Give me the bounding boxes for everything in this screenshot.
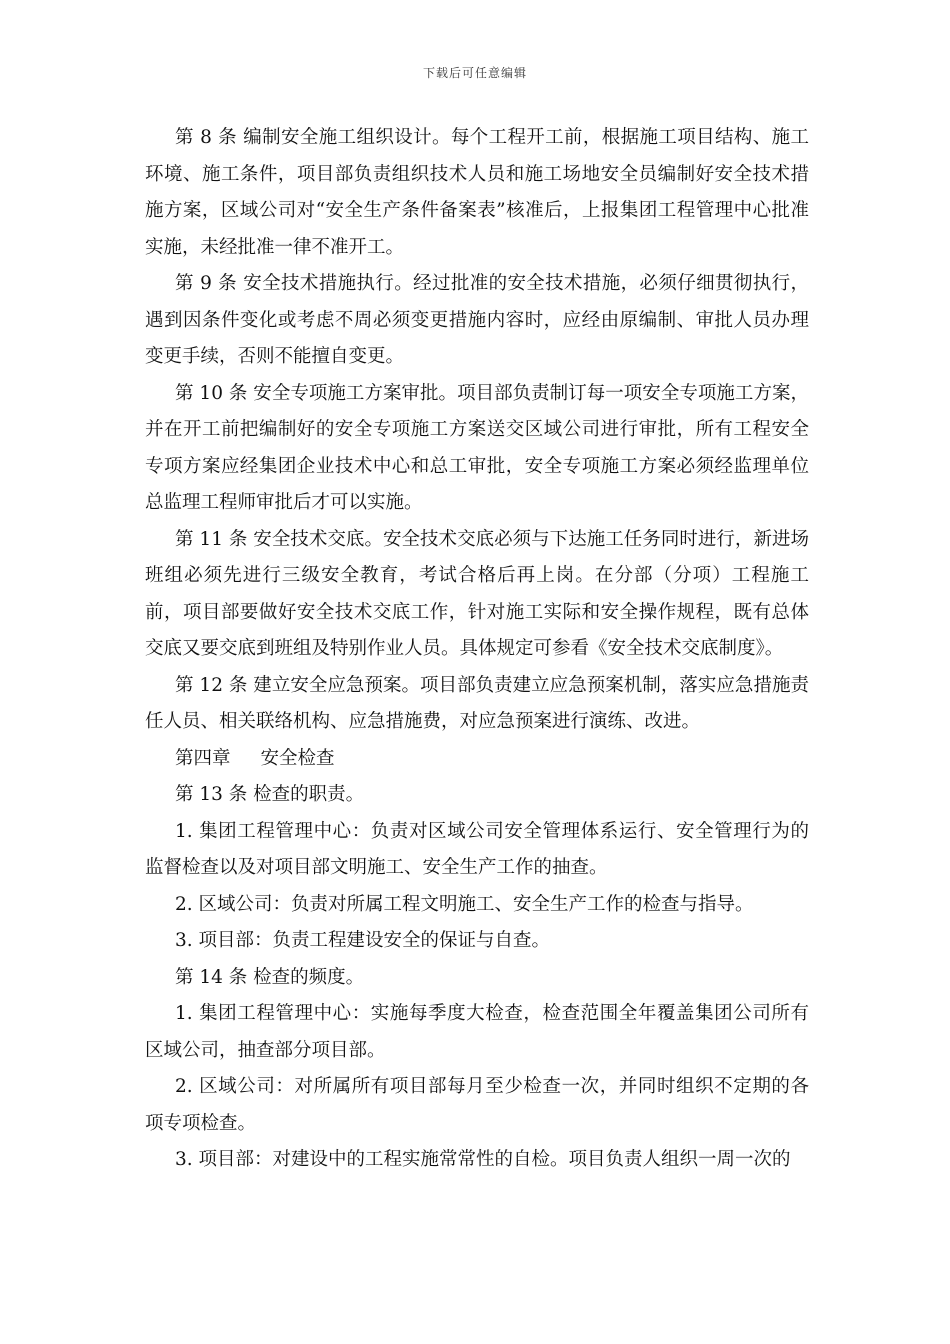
- article-9: 第 9 条 安全技术措施执行。经过批准的安全技术措施，必须仔细贯彻执行，遇到因条件变化或考虑不周必须变更措施内容时，应经由原编制、审批人员办理变更手续，否则不能擅自变更。: [145, 273, 809, 367]
- chapter-number: 第四章: [175, 747, 231, 769]
- article-13-item-1: 1. 集团工程管理中心：负责对区域公司安全管理体系运行、安全管理行为的监督检查以及对项目部文明施工、安全生产工作的抽查。: [145, 820, 809, 878]
- article-13-item-2: 2. 区域公司：负责对所属工程文明施工、安全生产工作的检查与指导。: [175, 893, 754, 915]
- article-13-item-3: 3. 项目部：负责工程建设安全的保证与自查。: [175, 930, 551, 951]
- chapter-title: 安全检查: [260, 747, 335, 769]
- page-header: 下载后可任意编辑: [422, 66, 527, 80]
- document-body: [145, 120, 809, 1179]
- chapter-heading: [145, 741, 809, 778]
- article-8: 第 8 条 编制安全施工组织设计。每个工程开工前，根据施工项目结构、施工环境、施工条件，项目部负责组织技术人员和施工场地安全员编制好安全技术措施方案，区域公司对“安全生产条件备案表”核准后，上报集团工程管理中心批准实施，未经批准一律不准开工。: [145, 127, 809, 258]
- article-11: 第 11 条 安全技术交底。安全技术交底必须与下达施工任务同时进行，新进场班组必须先进行三级安全教育，考试合格后再上岗。在分部（分项）工程施工前，项目部要做好安全技术交底工作，针对施工实际和安全操作规程，既有总体交底又要交底到班组及特别作业人员。具体规定可参看《安全技术交底制度》。: [145, 528, 809, 659]
- article-13: 第 13 条 检查的职责。: [175, 784, 365, 805]
- article-10: 第 10 条 安全专项施工方案审批。项目部负责制订每一项安全专项施工方案，并在开工前把编制好的安全专项施工方案送交区域公司进行审批，所有工程安全专项方案应经集团企业技术中心和总工审批，安全专项施工方案必须经监理单位总监理工程师审批后才可以实施。: [145, 382, 809, 513]
- article-14-item-2: 2. 区域公司：对所属所有项目部每月至少检查一次，并同时组织不定期的各项专项检查。: [145, 1076, 809, 1134]
- article-14: 第 14 条 检查的频度。: [175, 966, 365, 988]
- article-14-item-3: 3. 项目部：对建设中的工程实施常常性的自检。项目负责人组织一周一次的: [175, 1149, 791, 1170]
- article-12: 第 12 条 建立安全应急预案。项目部负责建立应急预案机制，落实应急措施责任人员、相关联络机构、应急措施费，对应急预案进行演练、改进。: [145, 674, 809, 732]
- article-14-item-1: 1. 集团工程管理中心：实施每季度大检查，检查范围全年覆盖集团公司所有区域公司，抽查部分项目部。: [145, 1003, 809, 1061]
